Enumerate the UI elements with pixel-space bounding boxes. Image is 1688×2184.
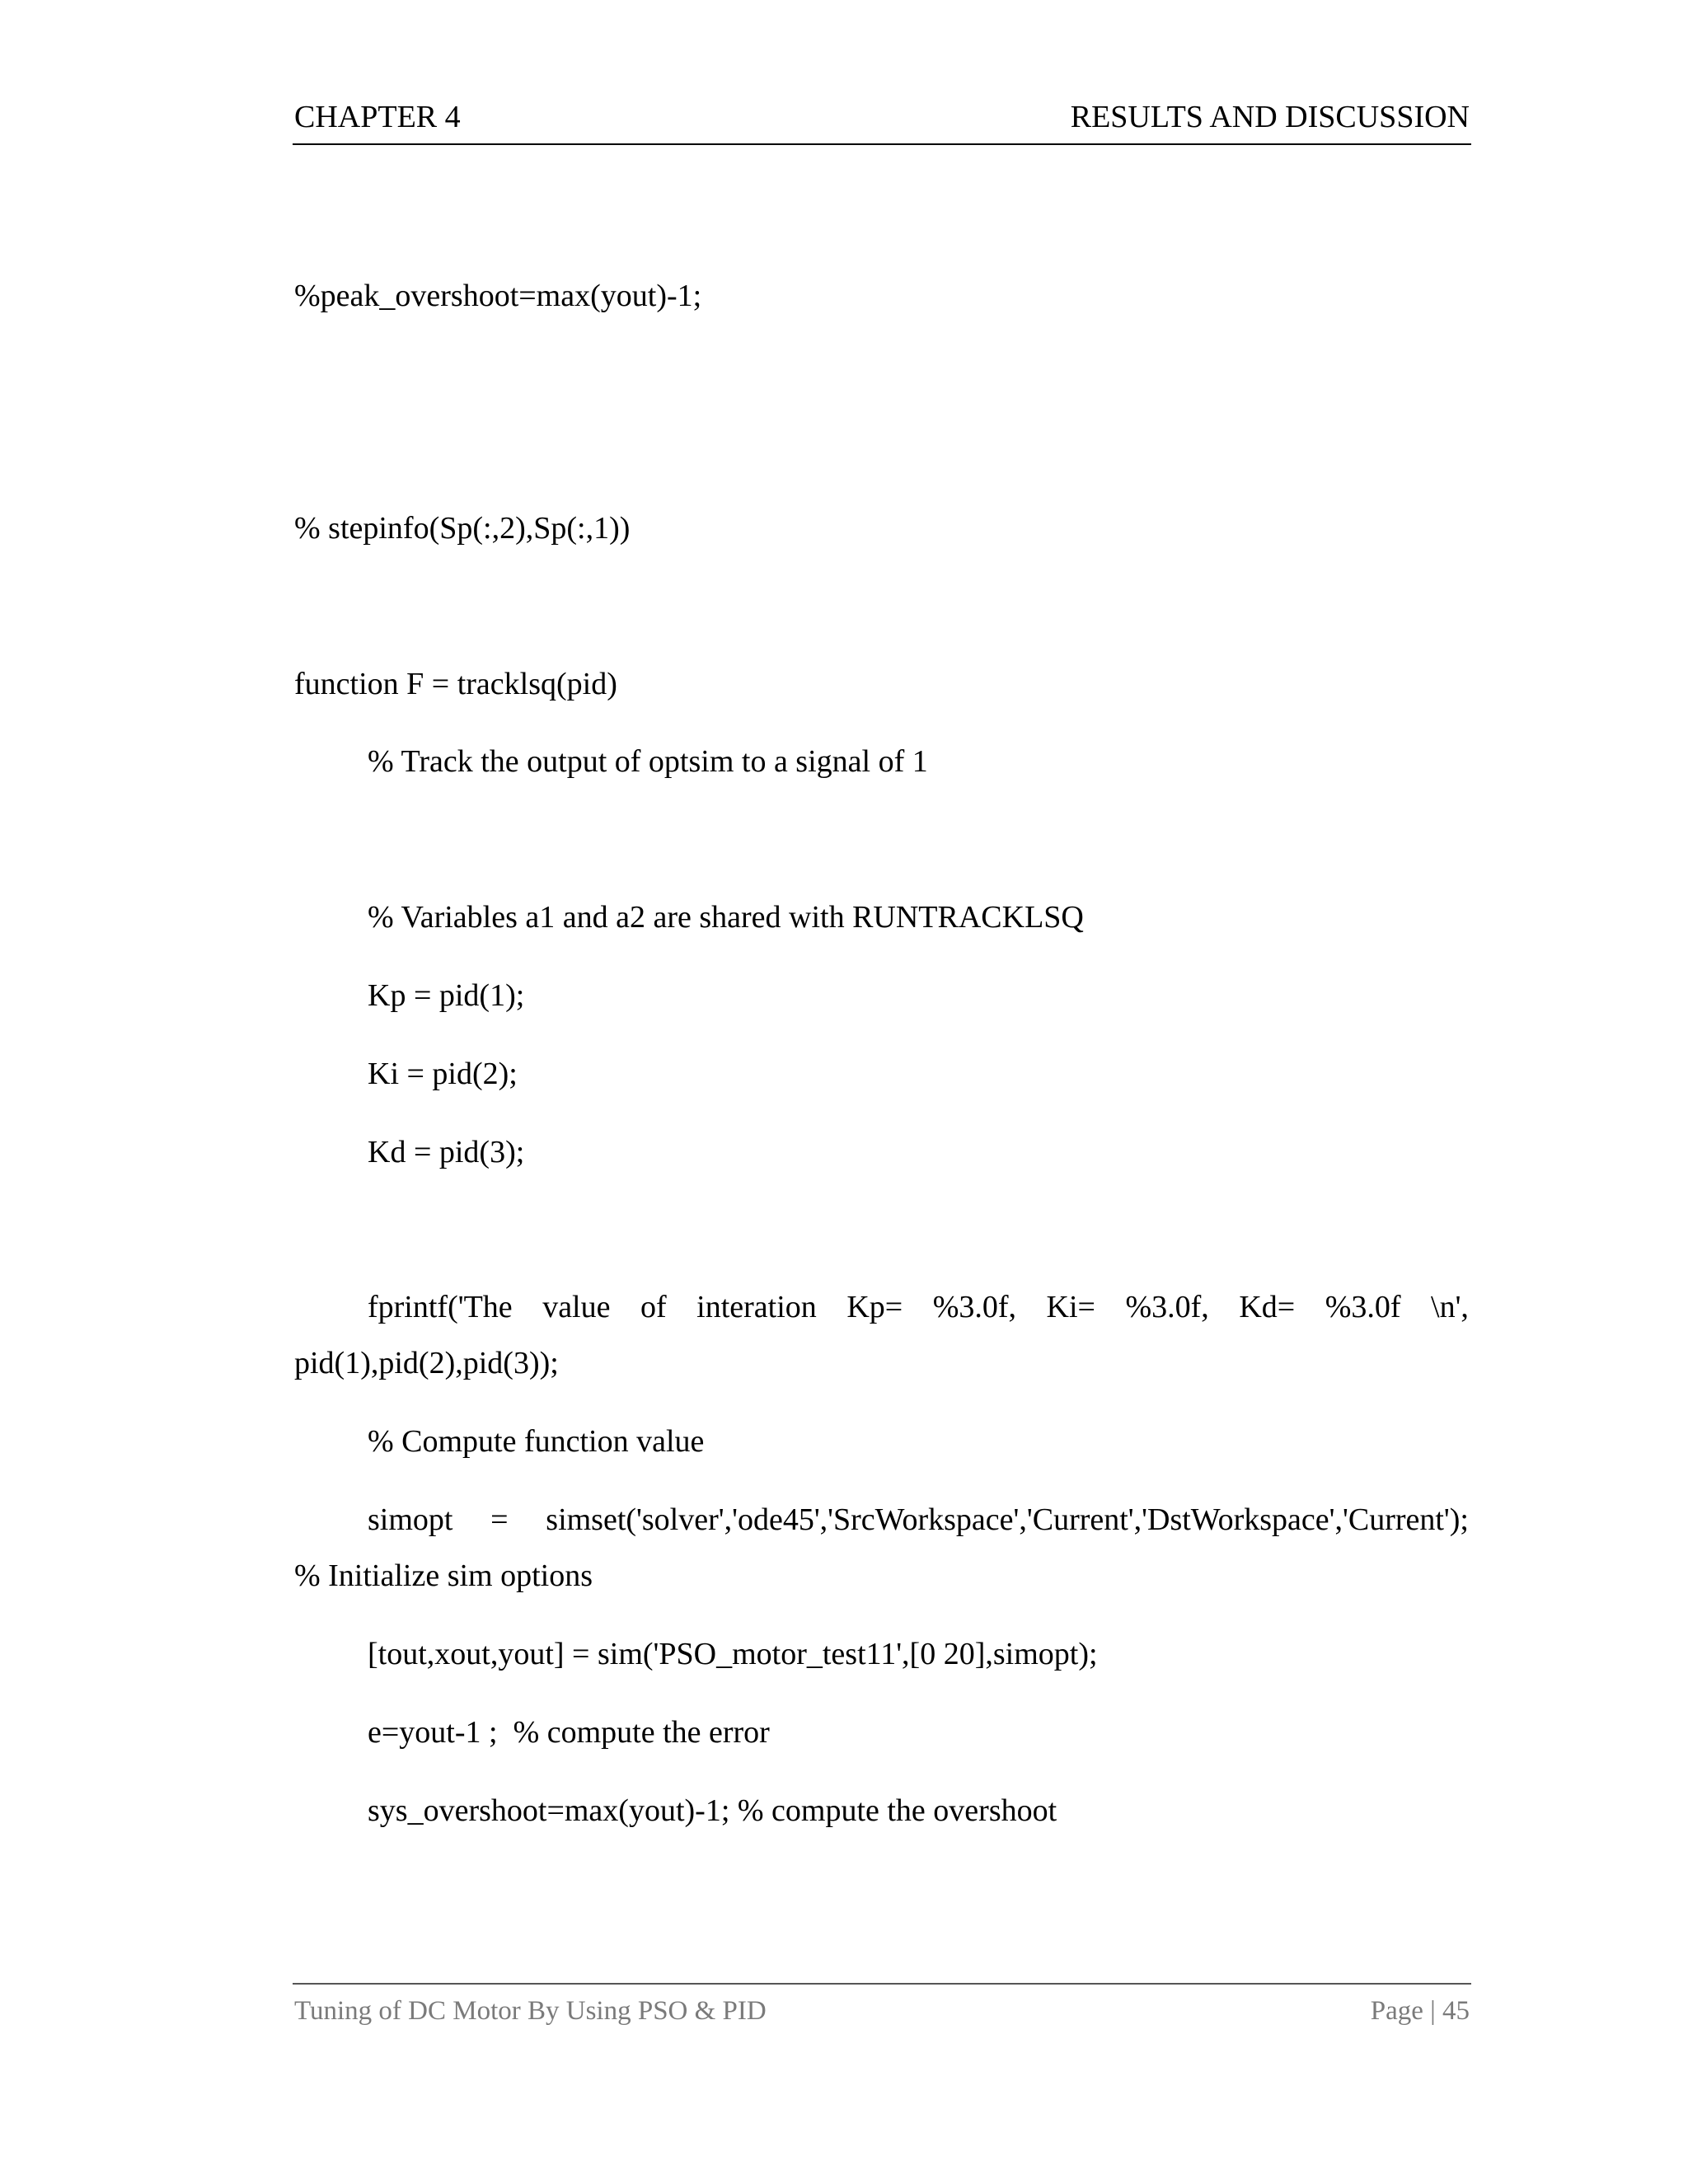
code-line-comment-vars: % Variables a1 and a2 are shared with RUNTRACKLSQ xyxy=(368,900,1084,935)
code-line-sim-call: [tout,xout,yout] = sim('PSO_motor_test11',[0 20],simopt); xyxy=(368,1637,1098,1671)
code-token: %3.0f, xyxy=(932,1290,1017,1324)
code-line-simopt xyxy=(368,1500,1469,1540)
code-token: interation xyxy=(696,1290,817,1324)
code-line-comment-track: % Track the output of optsim to a signal of 1 xyxy=(368,744,928,779)
code-token: simset('solver','ode45','SrcWorkspace','Current','DstWorkspace','Current'); xyxy=(546,1502,1469,1537)
code-line-overshoot: sys_overshoot=max(yout)-1; % compute the overshoot xyxy=(368,1793,1057,1828)
code-token: Ki= xyxy=(1046,1290,1095,1324)
page-header xyxy=(293,97,1471,145)
code-token: %3.0f xyxy=(1325,1290,1401,1324)
code-line-function-decl: function F = tracklsq(pid) xyxy=(294,667,617,701)
code-line-fprintf-continuation: pid(1),pid(2),pid(3)); xyxy=(294,1346,559,1380)
code-line-simopt-continuation: % Initialize sim options xyxy=(294,1558,593,1593)
code-token: value xyxy=(542,1290,611,1324)
code-line-kp: Kp = pid(1); xyxy=(368,978,525,1013)
code-line-error: e=yout-1 ; % compute the error xyxy=(368,1715,770,1750)
code-line-peak-overshoot: %peak_overshoot=max(yout)-1; xyxy=(294,279,702,313)
code-token: of xyxy=(640,1290,667,1324)
page-footer xyxy=(293,1983,1471,2034)
code-token: fprintf('The xyxy=(368,1290,513,1324)
footer-title: Tuning of DC Motor By Using PSO & PID xyxy=(294,1996,767,2026)
chapter-label: CHAPTER 4 xyxy=(294,100,461,134)
code-token: Kp= xyxy=(846,1290,903,1324)
code-line-fprintf xyxy=(368,1287,1469,1327)
code-token: %3.0f, xyxy=(1125,1290,1209,1324)
code-token: Kd= xyxy=(1239,1290,1296,1324)
page-number: Page | 45 xyxy=(1370,1996,1470,2026)
code-token: simopt xyxy=(368,1502,453,1537)
code-line-stepinfo: % stepinfo(Sp(:,2),Sp(:,1)) xyxy=(294,511,631,546)
section-title: RESULTS AND DISCUSSION xyxy=(1070,100,1470,134)
code-line-ki: Ki = pid(2); xyxy=(368,1057,518,1091)
code-token: \n', xyxy=(1431,1290,1469,1324)
code-token: = xyxy=(490,1502,509,1537)
code-line-comment-compute: % Compute function value xyxy=(368,1424,705,1459)
code-line-kd: Kd = pid(3); xyxy=(368,1135,525,1169)
